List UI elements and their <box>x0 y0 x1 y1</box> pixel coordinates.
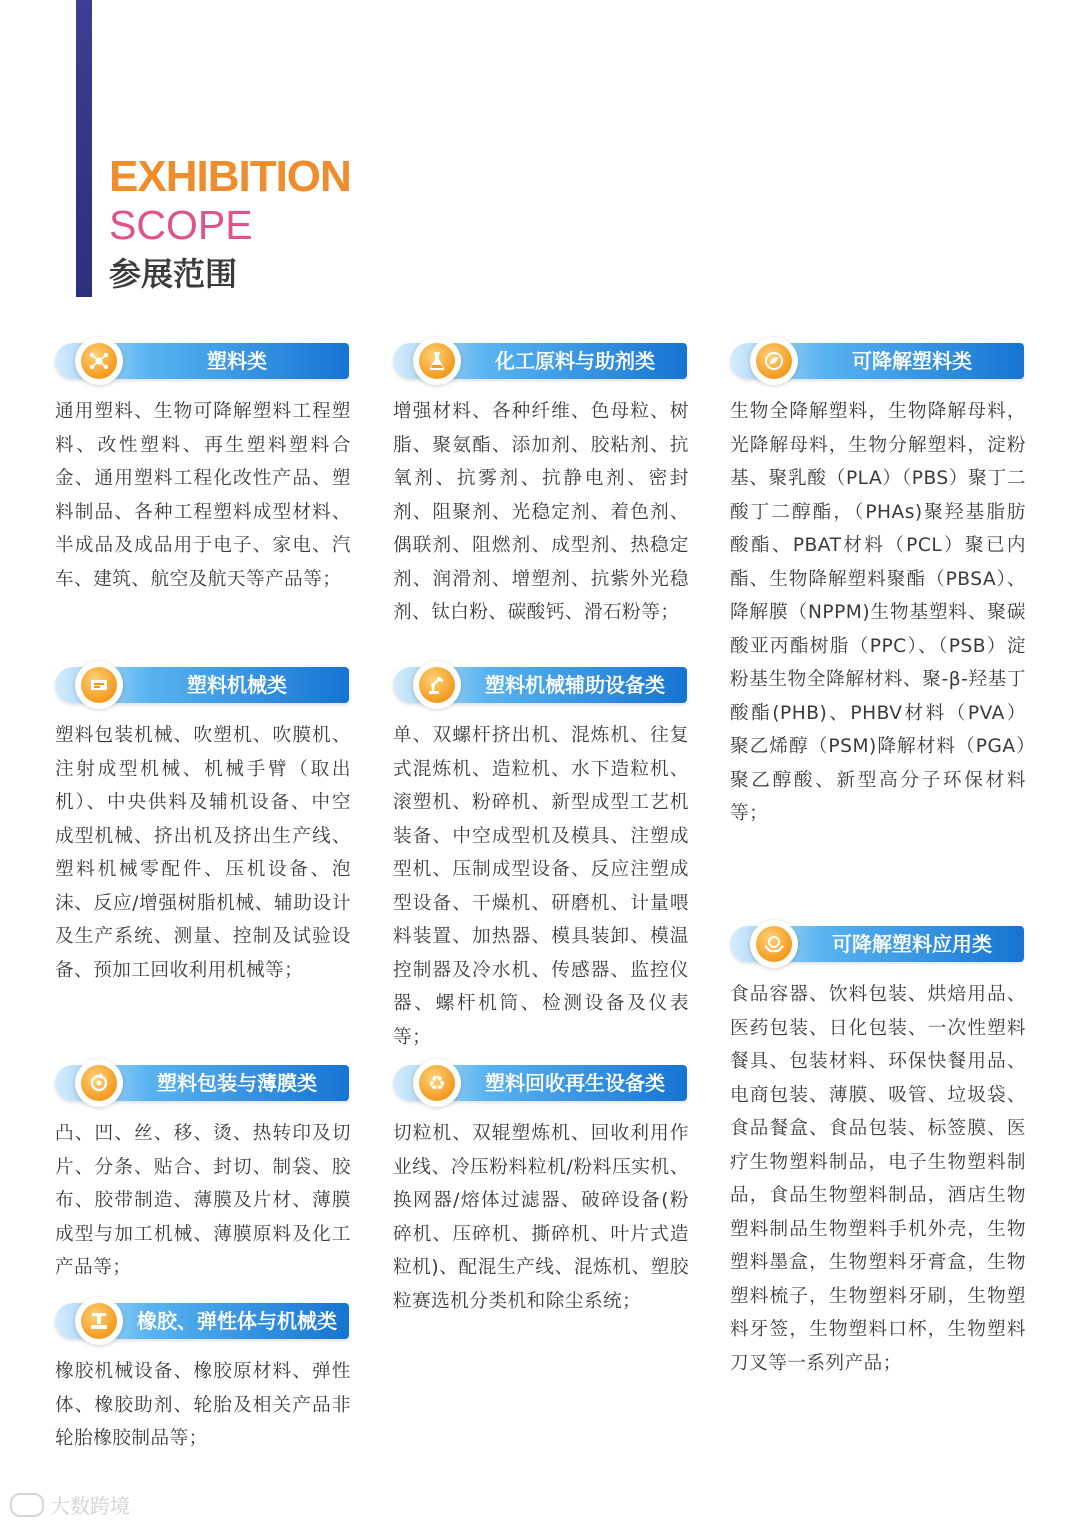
section-recycling <box>393 1065 689 1318</box>
section-header <box>730 343 1024 379</box>
section-header <box>55 667 349 703</box>
press-machine-icon <box>75 1297 123 1345</box>
section-title: 塑料机械辅助设备类 <box>485 673 665 697</box>
section-title: 塑料类 <box>207 349 267 373</box>
section-chemicals <box>393 343 689 630</box>
section-packaging-film <box>55 1065 351 1285</box>
section-header <box>55 343 349 379</box>
section-plastics <box>55 343 351 596</box>
section-aux-equipment <box>393 667 689 1054</box>
title-scope: SCOPE <box>109 202 253 248</box>
section-body: 塑料包装机械、吹塑机、吹膜机、注射成型机械、机械手臂（取出机）、中央供料及辅机设备、中空成型机械、挤出机及挤出生产线、塑料机械零配件、压机设备、泡沫、反应/增强树脂机械、辅助设计及生产系统、测量、控制及试验设备、预加工回收利用机械等； <box>55 725 351 981</box>
section-title: 橡胶、弹性体与机械类 <box>137 1309 337 1333</box>
robot-arm-icon <box>413 661 461 709</box>
section-title: 可降解塑料类 <box>852 349 972 373</box>
section-title: 塑料机械类 <box>187 673 287 697</box>
section-body: 通用塑料、生物可降解塑料工程塑料、改性塑料、再生塑料塑料合金、通用塑料工程化改性产品、塑料制品、各种工程塑料成型材料、半成品及成品用于电子、家电、汽车、建筑、航空及航天等产品等； <box>55 401 351 590</box>
hands-leaf-icon <box>750 920 798 968</box>
title-exhibition: EXHIBITION <box>109 152 351 201</box>
leaf-circle-icon <box>750 337 798 385</box>
section-header <box>393 343 687 379</box>
section-body: 橡胶机械设备、橡胶原材料、弹性体、橡胶助剂、轮胎及相关产品非轮胎橡胶制品等； <box>55 1361 351 1449</box>
section-degradable <box>730 343 1026 831</box>
section-body: 单、双螺杆挤出机、混炼机、往复式混炼机、造粒机、水下造粒机、滚塑机、粉碎机、新型成型工艺机装备、中空成型机及模具、注塑成型机、压制成型设备、反应注塑成型设备、干燥机、研磨机、计量喂料装置、加热器、模具装卸、模温控制器及冷水机、传感器、监控仪器、螺杆机筒、检测设备及仪表等； <box>393 725 689 1048</box>
section-body: 切粒机、双辊塑炼机、回收利用作业线、冷压粉料粒机/粉料压实机、换网器/熔体过滤器、破碎设备(粉碎机、压碎机、撕碎机、叶片式造粒机)、配混生产线、混炼机、塑胶粒赛选机分类机和除尘系统； <box>393 1123 689 1312</box>
molecule-icon <box>75 337 123 385</box>
section-body: 凸、凹、丝、移、烫、热转印及切片、分条、贴合、封切、制袋、胶布、胶带制造、薄膜及片材、薄膜成型与加工机械、薄膜原料及化工产品等； <box>55 1123 351 1278</box>
section-rubber <box>55 1303 351 1456</box>
section-title: 塑料回收再生设备类 <box>485 1071 665 1095</box>
recycle-icon: ♻ <box>413 1059 461 1107</box>
section-header <box>55 1065 349 1101</box>
flask-icon <box>413 337 461 385</box>
watermark-text: 大数跨境 <box>50 1494 130 1518</box>
section-header <box>55 1303 349 1339</box>
watermark-logo-icon <box>10 1493 44 1517</box>
section-title: 可降解塑料应用类 <box>832 932 992 956</box>
accent-bar <box>76 0 92 297</box>
title-cn: 参展范围 <box>109 255 238 293</box>
watermark <box>10 1490 130 1519</box>
section-body: 增强材料、各种纤维、色母粒、树脂、聚氨酯、添加剂、胶粘剂、抗氧剂、抗雾剂、抗静电剂、密封剂、阻聚剂、光稳定剂、着色剂、偶联剂、阻燃剂、成型剂、热稳定剂、润滑剂、增塑剂、抗紫外光稳剂、钛白粉、碳酸钙、滑石粉等； <box>393 401 689 623</box>
section-header <box>393 667 687 703</box>
recycle-film-icon <box>75 1059 123 1107</box>
section-title: 化工原料与助剂类 <box>495 349 655 373</box>
section-header <box>730 926 1024 962</box>
section-body: 食品容器、饮料包装、烘焙用品、医药包装、日化包装、一次性塑料餐具、包装材料、环保快餐用品、电商包装、薄膜、吸管、垃圾袋、食品餐盒、食品包装、标签膜、医疗生物塑料制品，电子生物塑料制品，食品生物塑料制品，酒店生物塑料制品生物塑料手机外壳，生物塑料墨盒，生物塑料牙膏盒，生物塑料梳子，生物塑料牙刷，生物塑料牙签，生物塑料口杯，生物塑料刀叉等一系列产品； <box>730 984 1026 1374</box>
section-body: 生物全降解塑料，生物降解母料，光降解母料，生物分解塑料，淀粉基、聚乳酸（PLA）（PBS）聚丁二酸丁二醇酯，（PHAs)聚羟基脂肪酸酯、PBAT材料（PCL）聚已内酯、生物降解塑料聚酯（PBSA）、降解膜（NPPM)生物基塑料、聚碳酸亚丙酯树脂（PPC）、（PSB）淀粉基生物全降解材料、聚-β-羟基丁酸酯(PHB)、PHBV材料（PVA）聚乙烯醇（PSM)降解材料（PGA）聚乙醇酸、新型高分子环保材料等； <box>730 401 1026 824</box>
section-title: 塑料包装与薄膜类 <box>157 1071 317 1095</box>
section-degradable-apps <box>730 926 1026 1380</box>
machine-icon <box>75 661 123 709</box>
section-plastics-machinery <box>55 667 351 987</box>
section-header <box>393 1065 687 1101</box>
